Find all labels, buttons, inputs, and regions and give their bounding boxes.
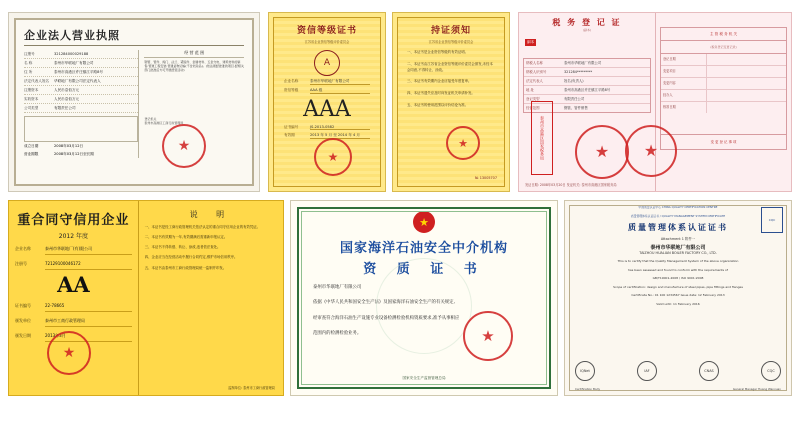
official-seal-stamp	[314, 138, 352, 176]
table-row	[284, 125, 370, 130]
field-label: 有效期	[284, 133, 295, 137]
document-business-license[interactable]	[8, 12, 260, 192]
table-row	[24, 95, 138, 104]
table-row	[524, 68, 650, 77]
divider	[24, 45, 244, 46]
subtitle: 江苏省企业资信等级评价委员会	[304, 40, 350, 44]
certification-badge-icon: CQC	[761, 207, 783, 233]
accreditation-logos	[575, 361, 781, 381]
page-subtitle: 资 质 证 书	[363, 262, 485, 277]
field-label: 公司类型	[24, 106, 39, 110]
field-value: 有限责任公司	[564, 97, 585, 101]
body-line-1: This is to certify that the Quality Management System of the above organization	[617, 259, 739, 264]
field-label: 法定代表人	[526, 79, 543, 83]
field-value: 泰州市高港区许庄镇江平路8号	[564, 88, 611, 92]
cnas-logo-icon: CNAS	[699, 361, 719, 381]
certification-body-label: Certification Body	[575, 387, 601, 391]
iaf-logo-icon: IAF	[637, 361, 657, 381]
table-row	[524, 59, 650, 68]
table-row	[24, 59, 138, 68]
field-label: 纳税人名称	[526, 61, 543, 65]
official-seal-stamp-national	[575, 125, 629, 179]
field-value	[707, 54, 786, 65]
field-value: 2013 年 5 月 至 2014 年 4 月	[310, 133, 370, 139]
header-line-2: 质量管理体系认证证书 / QUALITY MANAGEMENT SYSTEM CERTIFICATE	[630, 213, 726, 218]
official-seal-stamp	[162, 124, 206, 168]
tax-cert-left-page	[519, 13, 659, 191]
field-label: 核准日期	[661, 102, 707, 113]
field-value: 姓名(负责人)	[564, 79, 584, 83]
section-header: 说 明	[189, 210, 233, 219]
copy-badge: 副本	[527, 40, 535, 44]
table-row	[661, 78, 786, 90]
field-value: 泰州市工商行政管理局	[45, 316, 132, 327]
star-icon: ★	[62, 345, 76, 361]
national-emblem-icon: ★	[413, 211, 435, 233]
cert-frame	[397, 17, 505, 187]
issuer-name: 国家安全生产监督管理总局	[402, 376, 446, 380]
field-value: 钢管、管件销售	[564, 106, 588, 110]
cqc-logo-icon: CQC	[761, 361, 781, 381]
signature-block	[733, 387, 781, 391]
list-item: 五、本证书的使用范围以评价结论为准。	[407, 102, 469, 107]
field-value: 72129100046172	[45, 259, 132, 270]
field-value	[707, 66, 786, 77]
field-label: 注册资本	[24, 88, 39, 92]
field-label: 经办人	[661, 90, 707, 101]
document-certificate-notice[interactable]	[392, 12, 510, 192]
field-label: 企业名称	[15, 246, 31, 251]
field-label: 登记类型	[526, 97, 540, 101]
notes-box	[24, 116, 138, 142]
section-header: 经 营 范 围	[144, 50, 244, 58]
watermark-circle	[376, 258, 472, 354]
field-label: 营业期限	[24, 152, 39, 156]
star-icon: ★	[643, 141, 659, 160]
official-seal-stamp	[446, 126, 480, 160]
field-value: 人民币壹佰万元	[54, 97, 80, 101]
table-footer: 变 更 登 记 事 项	[660, 135, 787, 150]
table-row	[661, 102, 786, 113]
field-value: 2008年03月12日至长期	[54, 152, 94, 156]
table-row	[24, 150, 138, 158]
table-row	[24, 68, 138, 77]
document-tax-registration-certificate[interactable]	[518, 12, 792, 192]
field-value: 321284000029188	[54, 52, 89, 56]
credit-cert-right	[138, 201, 283, 395]
tax-cert-grid	[519, 13, 791, 191]
table-row	[24, 104, 138, 113]
vertical-seal-stamp: 泰州市高港区国家税务局	[531, 101, 553, 175]
tax-cert-right-page	[655, 13, 791, 191]
field-value: 泰州市华联地厂有限公司	[564, 61, 602, 65]
table-row	[524, 86, 650, 95]
list-item: 三、本证书有效期内企业应接受年度复审。	[407, 79, 472, 84]
issue-footer: 发证日期: 2008年03月20日 发证机关: 泰州市高港区国家税务局	[525, 183, 617, 187]
body-line-3: 范围内的检测检验业务。	[313, 331, 362, 337]
list-item: 三、本证书不得转借、转让、涂改,违者依法查处。	[144, 245, 221, 250]
field-value: 2013年3月	[45, 331, 132, 342]
field-value: JS-2013-0582	[310, 125, 370, 130]
page-title: 重合同守信用企业	[17, 213, 130, 228]
company-name-en: TAIZHOU HUALIAN BOILER FACTORY CO., LTD.	[639, 251, 717, 256]
field-value	[707, 90, 786, 101]
field-label: 注册号	[24, 52, 35, 56]
field-label: 资信等级	[284, 88, 299, 92]
field-label: 颁发日期	[15, 333, 31, 338]
issuer-name: 泰州市高港区工商行政管理局	[144, 120, 184, 125]
signature-name: Huang Wanxuan	[757, 387, 781, 391]
list-item: 一、本证书是经工商行政管理机关依法认定的重合同守信用企业的有效凭证。	[144, 225, 261, 229]
license-inner-frame	[14, 18, 254, 186]
field-value: 有限责任公司	[54, 106, 76, 110]
official-seal-stamp-local	[625, 125, 677, 177]
page-subtitle: Attachment 1 附件一	[660, 237, 696, 242]
body-line-2: has been assessed and found to conform with the requirements of	[628, 267, 728, 272]
certificate-number: Certificate No.: 01 100 1234567 Issue date: 12 February 2013	[631, 293, 725, 298]
list-item: 四、本证书遗失应及时向发证机关申请补发。	[407, 91, 475, 96]
table-row	[524, 77, 650, 86]
table-row	[24, 50, 138, 59]
field-label: 变更内容	[661, 78, 707, 89]
document-credit-grade-certificate[interactable]	[268, 12, 386, 192]
page-title: 持证须知	[430, 26, 471, 36]
scope-text: 钢管、管件、阀门、法兰、紧固件、金属材料、五金交电、建筑材料的销售;管道工程安装;普通货物运输(不含危险品)。(依法须经批准的项目,经相关部门批准后方可开展经营活动)	[144, 60, 244, 73]
page-title: 国家海洋石油安全中介机构	[339, 241, 508, 256]
body-line-2: 经审查符合海洋石油生产设施专业设备检测检验机构资质要求,准予从事相应	[313, 315, 460, 321]
table-row	[15, 259, 132, 270]
table-row	[24, 86, 138, 95]
grade-value: AA	[57, 272, 90, 297]
body-line-1: 依据《中华人民共和国安全生产法》及国家海洋石油安全生产的有关规定,	[313, 300, 455, 306]
table-row	[15, 244, 132, 255]
list-item: 五、本证书由泰州市工商行政管理局统一监制并印发。	[144, 265, 227, 270]
official-seal-stamp	[463, 311, 513, 361]
field-value	[707, 102, 786, 113]
document-quality-management-certificate[interactable]	[564, 200, 792, 396]
list-item: 二、本证书由江苏省企业资信等级评价委员会颁发,未经本会同意,不得转让、涂改。	[407, 61, 493, 72]
field-label: 变更项目	[661, 66, 707, 77]
official-seal-stamp	[47, 331, 91, 375]
table-row	[284, 79, 370, 85]
subtitle: (副本)	[582, 28, 592, 32]
field-label: 企业名称	[284, 79, 299, 83]
license-body	[16, 50, 252, 158]
iqnet-logo-icon: IQNet	[575, 361, 595, 381]
table-row	[15, 301, 132, 312]
field-value: AAA 级	[310, 88, 370, 94]
issuer-label: 登记机关	[144, 117, 157, 121]
table-row	[661, 90, 786, 102]
list-item: 一、本证书是企业资信等级的有效证明。	[407, 50, 469, 54]
grade-logo-icon: A	[314, 50, 340, 76]
document-contract-credit-certificate[interactable]	[8, 200, 284, 396]
field-value: 22-78665	[45, 301, 132, 312]
cert-frame	[273, 17, 381, 187]
grade-value: AAA	[303, 97, 351, 122]
field-label: 经营范围	[526, 106, 540, 110]
certificate-number: № 13005707	[475, 176, 497, 180]
field-value: 泰州市华联地厂有限公司	[310, 79, 370, 85]
field-label: 地 址	[526, 88, 534, 92]
table-row	[15, 316, 132, 327]
standard-reference: GB/T19001-2008 / ISO 9001:2008	[652, 276, 704, 281]
field-value: 泰州市高港区许庄镇江平路8号	[54, 70, 104, 74]
year-label: 2012 年度	[58, 233, 88, 240]
star-icon: ★	[177, 138, 191, 154]
page-title: 税 务 登 记 证	[552, 18, 622, 27]
signature-label: General Manager	[732, 387, 758, 391]
star-icon: ★	[594, 142, 610, 161]
subtitle: 江苏省企业资信等级评价委员会	[428, 40, 474, 44]
table-header: 主 管 税 务 机 关	[661, 28, 786, 41]
field-label: 法定代表人姓名	[24, 79, 50, 83]
license-fields	[24, 50, 138, 158]
page-title: 资信等级证书	[296, 26, 357, 36]
credit-cert-left	[9, 201, 138, 395]
company-name-cn: 泰州市华联地厂有限公司	[650, 245, 706, 252]
field-label: 注册号	[15, 261, 27, 266]
field-value: 321284*********	[564, 70, 593, 74]
footer-note: 监制单位: 泰州市工商行政管理局	[228, 386, 275, 390]
scope-text: Scope of certification: design and manufacture of steel pipes, pipe fittings and flanges	[613, 284, 743, 289]
field-value: 华联地厂有限公司法定代表人	[54, 79, 101, 83]
field-value: 人民币壹佰万元	[54, 88, 80, 92]
field-value: 泰州市华联地厂有限公司	[54, 61, 94, 65]
change-record-table	[660, 27, 787, 135]
header-line-1: 中国质量认证中心 CHINA QUALITY CERTIFICATION CENTRE	[638, 205, 718, 209]
table-subheader: (税务登记变更记录)	[661, 41, 786, 54]
field-label: 住 所	[24, 70, 33, 74]
validity: Valid until: 11 February 2016	[656, 301, 700, 306]
field-label: 成立日期	[24, 144, 39, 148]
company-name: 泰州市华联地厂有限公司	[313, 285, 362, 290]
table-row	[24, 142, 138, 150]
list-item: 四、企业应当在经营活动中履行合同约定,维护市场信用秩序。	[144, 255, 238, 260]
star-icon: ★	[327, 150, 339, 164]
star-icon: ★	[481, 326, 495, 345]
table-row	[661, 54, 786, 66]
field-label: 名 称	[24, 61, 33, 65]
field-label: 实收资本	[24, 97, 39, 101]
table-row	[284, 88, 370, 94]
field-value	[707, 78, 786, 89]
field-label: 登记日期	[661, 54, 707, 65]
field-label: 证书编号	[284, 125, 299, 129]
document-marine-petroleum-certificate[interactable]	[290, 200, 558, 396]
field-label: 证书编号	[15, 303, 31, 308]
page-title: 质量管理体系认证证书	[628, 223, 728, 233]
star-icon: ★	[458, 136, 468, 150]
table-row	[24, 77, 138, 86]
table-row	[661, 66, 786, 78]
page-title: 企业法人营业执照	[24, 29, 120, 42]
field-label: 纳税人识别号	[526, 70, 547, 74]
credit-cert-halves	[9, 201, 283, 395]
field-value: 泰州市华联地厂(有)限公司	[45, 244, 132, 255]
field-label: 颁发单位	[15, 318, 31, 323]
field-value: 2008年03月12日	[54, 144, 84, 148]
list-item: 二、本证书有效期为一年,有效期满后需重新申报认定。	[144, 235, 228, 240]
